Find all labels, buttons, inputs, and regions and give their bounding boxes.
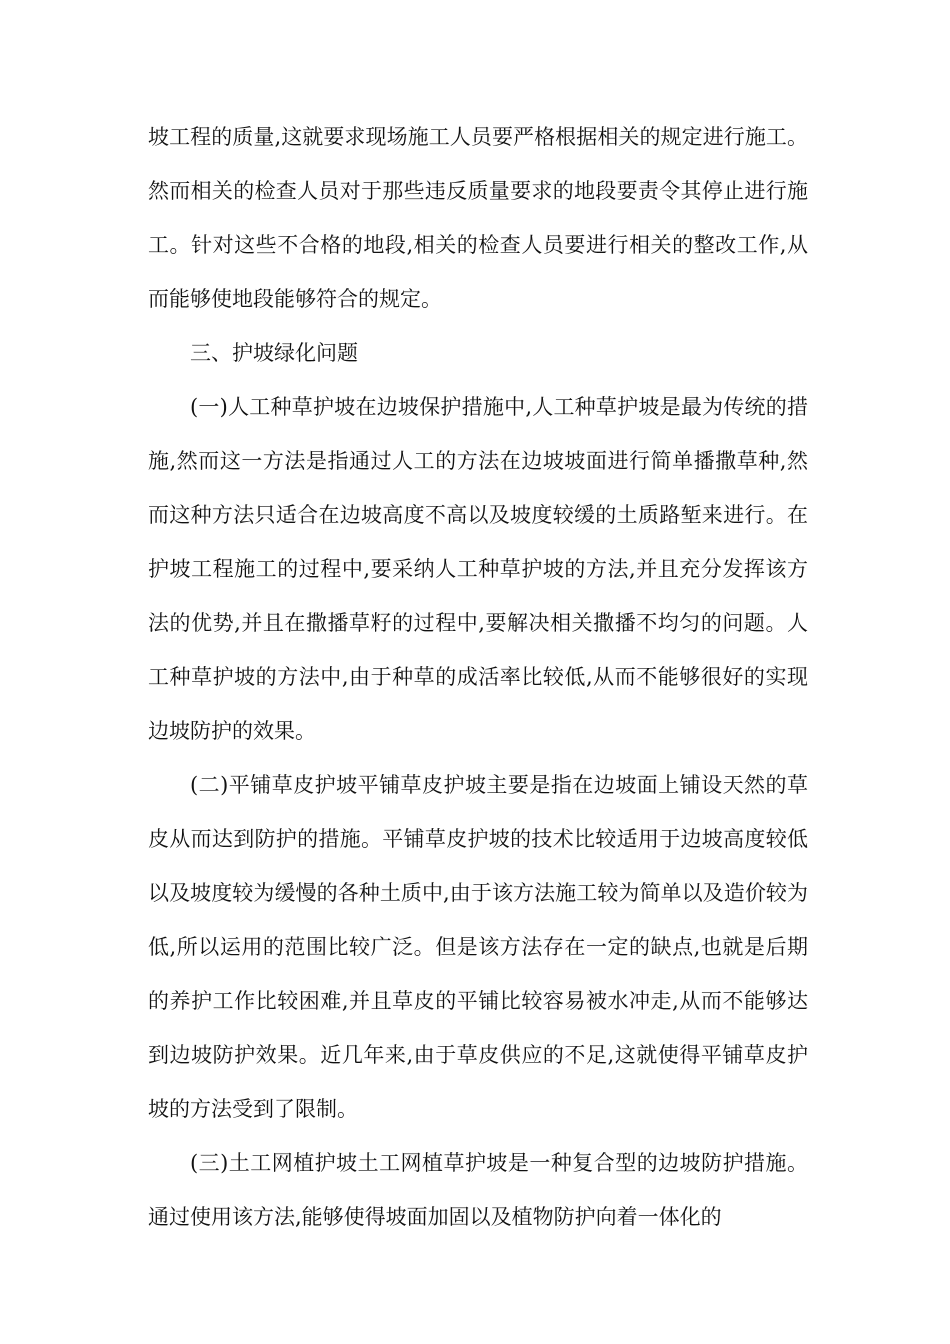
paragraph-turf-laying: (二)平铺草皮护坡平铺草皮护坡主要是指在边坡面上铺设天然的草皮从而达到防护的措施。平铺草皮护坡的技术比较适用于边坡高度较低以及坡度较为缓慢的各种土质中,由于该方法施工较为简单以及造价较为低,所以运用的范围比较广泛。但是该方法存在一定的缺点,也就是后期的养护工作比较困难,并且草皮的平铺比较容易被水冲走,从而不能够达到边坡防护效果。近几年来,由于草皮供应的不足,这就使得平铺草皮护坡的方法受到了限制。 [148,773,808,1121]
paragraph-geonet-planting: (三)土工网植护坡土工网植草护坡是一种复合型的边坡防护措施。通过使用该方法,能够使得坡面加固以及植物防护向着一体化的 [148,1151,808,1229]
paragraph-artificial-grass: (一)人工种草护坡在边坡保护措施中,人工种草护坡是最为传统的措施,然而这一方法是指通过人工的方法在边坡坡面进行简单播撒草种,然而这种方法只适合在边坡高度不高以及坡度较缓的土质路堑来进行。在护坡工程施工的过程中,要采纳人工种草护坡的方法,并且充分发挥该方法的优势,并且在撒播草籽的过程中,要解决相关撒播不均匀的问题。人工种草护坡的方法中,由于种草的成活率比较低,从而不能够很好的实现边坡防护的效果。 [148,395,808,743]
document-body [148,110,808,1244]
section-heading: 三、护坡绿化问题 [190,341,358,365]
paragraph-continuation: 坡工程的质量,这就要求现场施工人员要严格根据相关的规定进行施工。然而相关的检查人员对于那些违反质量要求的地段要责令其停止进行施工。针对这些不合格的地段,相关的检查人员要进行相关的整改工作,从而能够使地段能够符合的规定。 [148,125,808,311]
